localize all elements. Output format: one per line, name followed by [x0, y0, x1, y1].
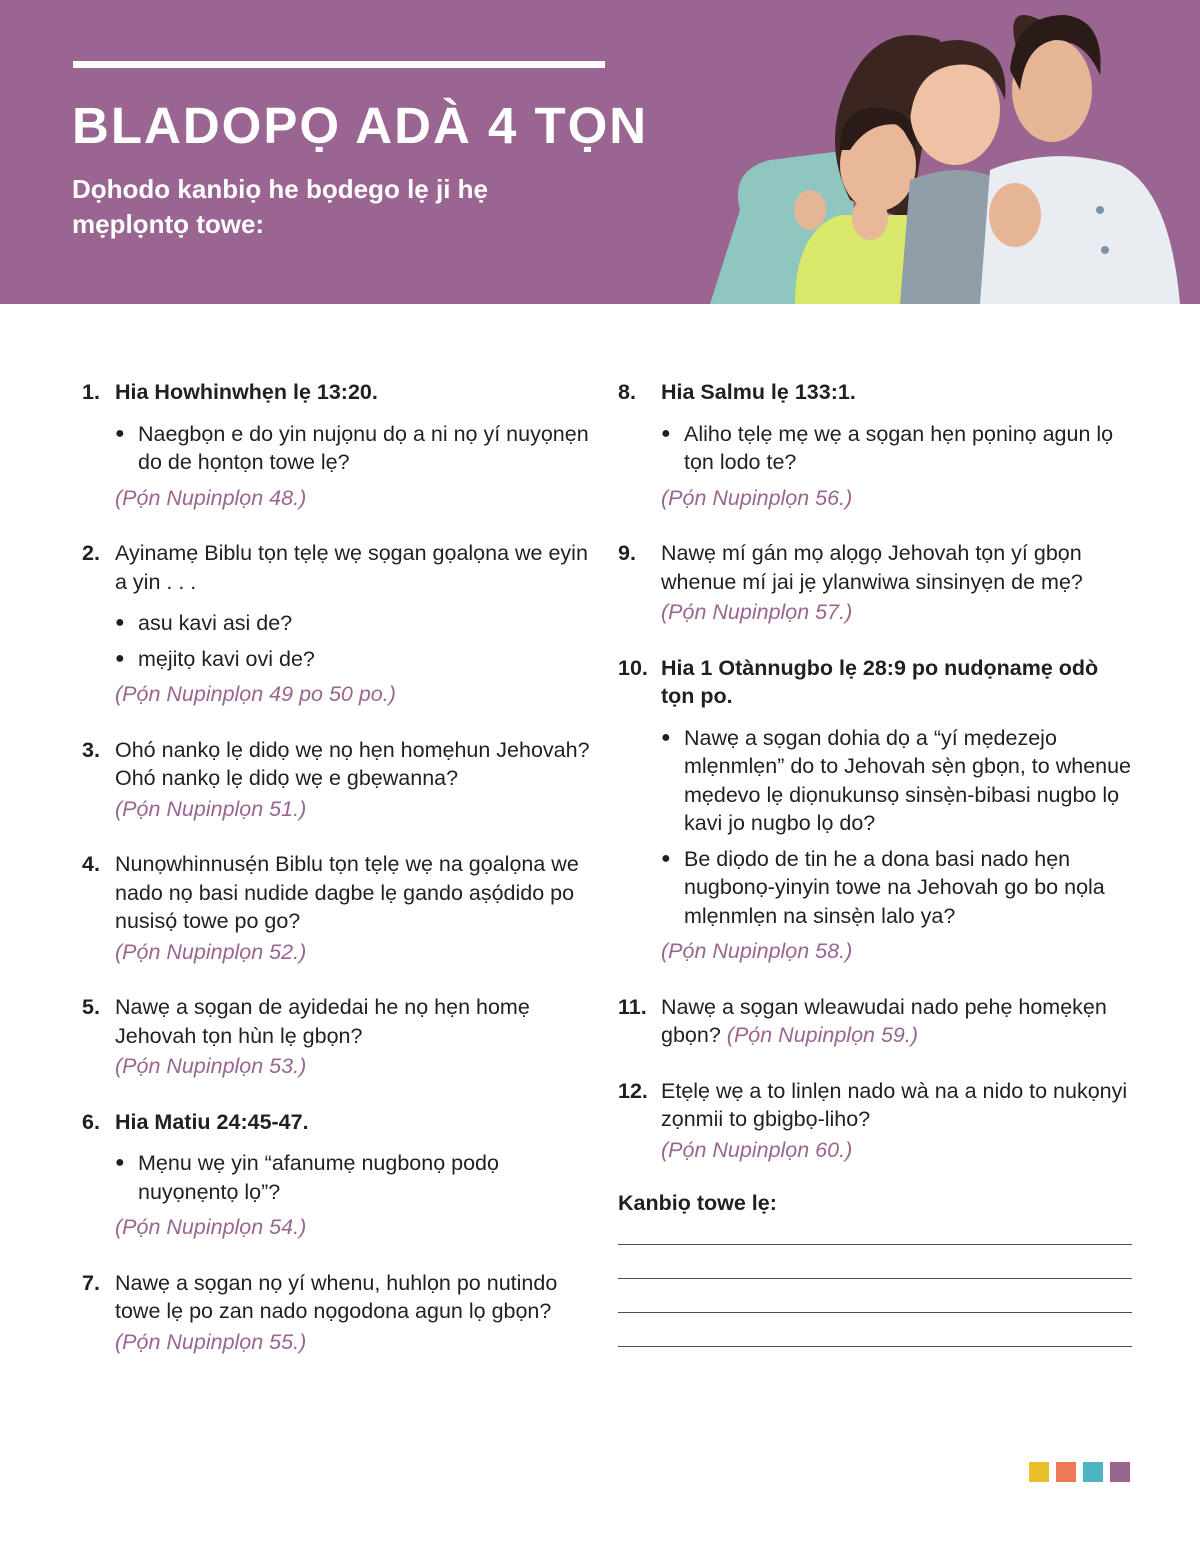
question-number: 6. — [82, 1109, 100, 1134]
question-text: Hia Matiu 24:45-47. — [115, 1109, 309, 1134]
bullet-list — [661, 420, 1134, 477]
question-5 — [82, 993, 592, 1081]
question-text: Ohó nankọ lẹ didọ wẹ nọ hẹn homẹhun Jehovah? Ohó nankọ lẹ didọ wẹ e gbẹwanna? — [115, 737, 590, 790]
note-line — [618, 1278, 1132, 1279]
question-text: Ayinamẹ Biblu tọn tẹlẹ wẹ sọgan gọalọna we eyin a yin . . . — [115, 541, 588, 594]
lesson-reference: (Pọ́n Nupinplọn 60.) — [661, 1137, 853, 1162]
family-praying-illustration — [700, 0, 1200, 304]
title-rule — [73, 61, 605, 68]
page-title: BLADOPỌ ADÀ 4 TỌN — [72, 97, 649, 154]
question-number: 10. — [618, 655, 648, 680]
question-text: Hia 1 Otànnugbo lẹ 28:9 po nudọnamẹ odò tọn po. — [661, 655, 1099, 708]
question-number: 3. — [82, 737, 100, 762]
question-8 — [618, 378, 1134, 512]
lesson-reference: (Pọ́n Nupinplọn 56.) — [661, 485, 853, 510]
question-number: 7. — [82, 1270, 100, 1295]
lesson-reference: (Pọ́n Nupinplọn 57.) — [661, 600, 853, 624]
question-text: Hia Salmu lẹ 133:1. — [661, 380, 856, 404]
question-10 — [618, 654, 1134, 966]
lesson-reference: (Pọ́n Nupinplọn 55.) — [115, 1329, 307, 1354]
question-number: 5. — [82, 995, 100, 1019]
lesson-reference: (Pọ́n Nupinplọn 53.) — [115, 1054, 307, 1078]
question-text: Hia Howhinwhẹn lẹ 13:20. — [115, 380, 378, 404]
question-number: 1. — [82, 380, 100, 404]
question-number: 4. — [82, 852, 100, 876]
note-line — [618, 1312, 1132, 1313]
bullet-list — [661, 724, 1134, 931]
lesson-reference: (Pọ́n Nupinplọn 51.) — [115, 796, 307, 821]
question-number: 12. — [618, 1078, 648, 1103]
question-text: Nunọwhinnusẹ́n Biblu tọn tẹlẹ wẹ na gọalọna we nado nọ basi nudide dagbe lẹ gando aṣọ́dido po nusisọ́ towe po go? — [115, 852, 579, 933]
swatch-yellow — [1029, 1462, 1049, 1482]
questions-left-column — [82, 378, 592, 1383]
lesson-reference: (Pọ́n Nupinplọn 49 po 50 po.) — [115, 682, 396, 706]
question-text: Nawẹ a sọgan nọ yí whenu, huhlọn po nutindo towe lẹ po zan nado nọgodona agun lọ gbọn? — [115, 1270, 558, 1323]
color-swatches — [1029, 1462, 1130, 1482]
swatch-purple — [1110, 1462, 1130, 1482]
bullet-item: ● Aliho tẹlẹ mẹ wẹ a sọgan hẹn pọninọ agun lọ tọn lodo te? — [661, 420, 1134, 477]
bullet-list — [115, 420, 592, 477]
question-2 — [82, 539, 592, 709]
notes-label: Kanbiọ towe lẹ: — [618, 1191, 777, 1215]
bullet-list — [115, 609, 592, 673]
bullet-item: ● Nawẹ a sọgan dohia dọ a “yí mẹdezejo mlẹnmlẹn” do to Jehovah sẹ̀n gbọn, to whenue mẹdevo lẹ diọnukunsọ sinsẹ̀n-bibasi nugbo lọ kavi jo nugbo lọ do? — [661, 724, 1134, 838]
question-text: Nawẹ mí gán mọ alọgọ Jehovah tọn yí gbọn whenue mí jai jẹ ylanwiwa sinsinyẹn de mẹ? — [661, 541, 1083, 594]
bullet-item: ● mẹjitọ kavi ovi de? — [115, 645, 592, 674]
lesson-reference: (Pọ́n Nupinplọn 48.) — [115, 485, 307, 510]
question-12 — [618, 1077, 1134, 1165]
lesson-reference: (Pọ́n Nupinplọn 59.) — [726, 1023, 919, 1047]
question-number: 2. — [82, 541, 100, 565]
page-subtitle: Dọhodo kanbiọ he bọdego lẹ ji hẹ mẹplọntọ towe: — [72, 174, 488, 239]
swatch-coral — [1056, 1462, 1076, 1482]
note-line — [618, 1346, 1132, 1347]
question-9 — [618, 539, 1134, 627]
question-6 — [82, 1108, 592, 1242]
question-number: 8. — [618, 380, 636, 404]
question-11 — [618, 993, 1134, 1050]
header-banner — [0, 0, 1200, 304]
question-7 — [82, 1269, 592, 1357]
questions-right-column — [618, 378, 1134, 1347]
lesson-reference: (Pọ́n Nupinplọn 54.) — [115, 1215, 307, 1239]
question-3 — [82, 736, 592, 824]
note-line — [618, 1244, 1132, 1245]
question-4 — [82, 850, 592, 966]
question-text: Nawẹ a sọgan wleawudai nado pehẹ homẹkẹn gbọn? — [661, 994, 1107, 1047]
lesson-reference: (Pọ́n Nupinplọn 58.) — [661, 939, 853, 963]
bullet-item: ● Naegbọn e do yin nujọnu dọ a ni nọ yí nuyọnẹn do de họntọn towe lẹ? — [115, 420, 592, 477]
bullet-list — [115, 1149, 592, 1206]
question-1 — [82, 378, 592, 512]
bullet-item: ● Be diọdo de tin he a dona basi nado hẹn nugbonọ-yinyin towe na Jehovah go bo nọla mlẹnmlẹn na sinsẹ̀n lalo ya? — [661, 845, 1134, 931]
swatch-teal — [1083, 1462, 1103, 1482]
question-text: Nawẹ a sọgan de ayidedai he nọ hẹn homẹ Jehovah tọn hùn lẹ gbọn? — [115, 995, 530, 1048]
question-number: 9. — [618, 541, 636, 565]
bullet-item: ● Mẹnu wẹ yin “afanumẹ nugbonọ podọ nuyọnẹntọ lọ”? — [115, 1149, 592, 1206]
lesson-reference: (Pọ́n Nupinplọn 52.) — [115, 939, 307, 964]
question-text: Etẹlẹ wẹ a to linlẹn nado wà na a nido to nukọnyi zọnmii to gbigbọ-liho? — [661, 1078, 1128, 1131]
bullet-item: ● asu kavi asi de? — [115, 609, 592, 638]
question-number: 11. — [618, 994, 647, 1019]
